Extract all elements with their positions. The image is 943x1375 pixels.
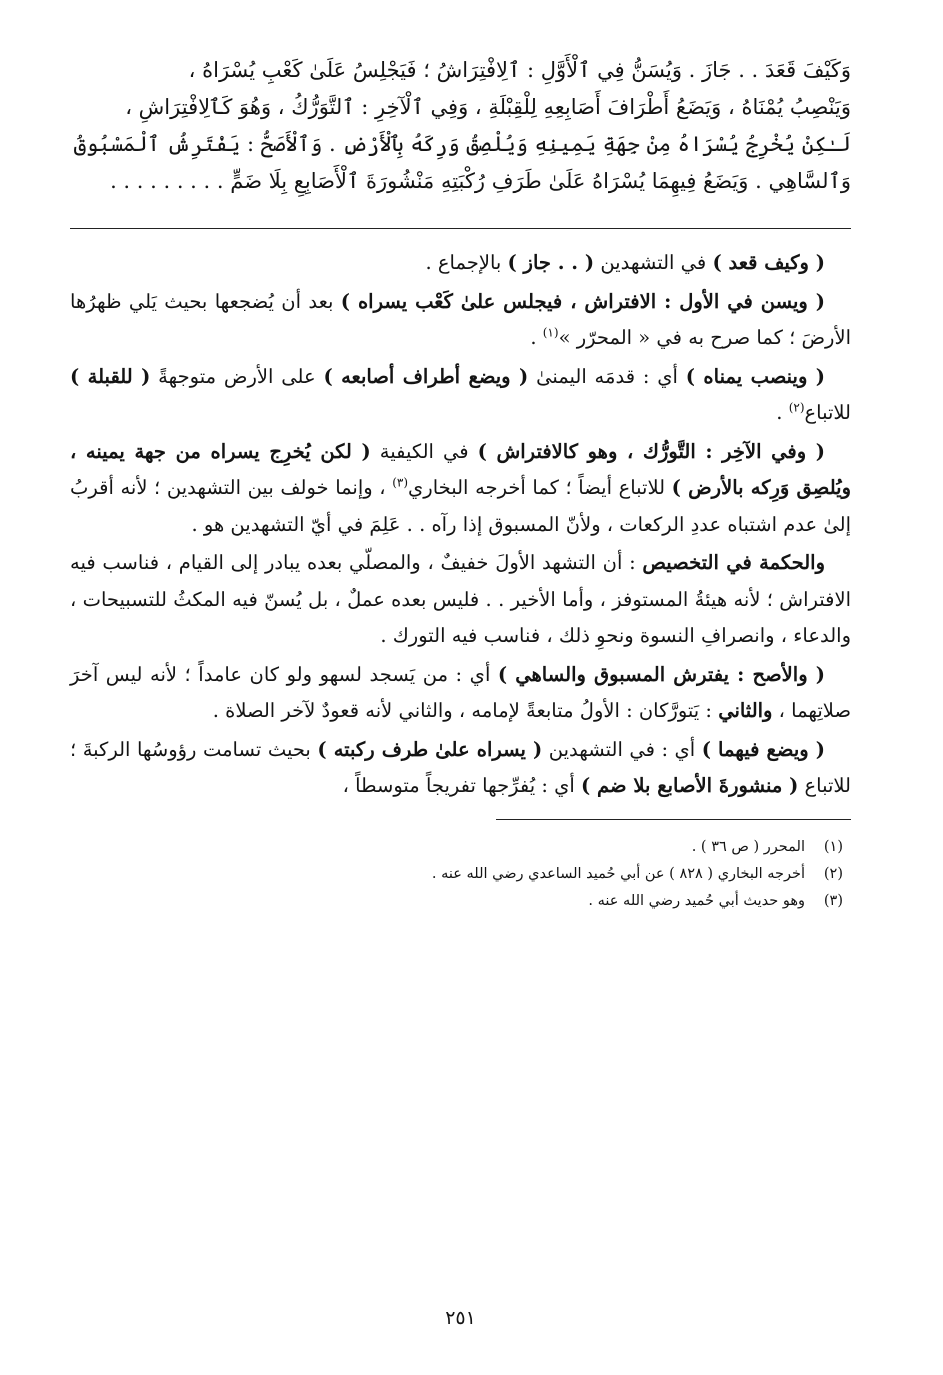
commentary-text: على الأرض متوجهةً [150, 364, 324, 388]
commentary-text: . [776, 401, 789, 424]
commentary-text: أي : في التشهدين [542, 737, 702, 761]
main-text-line: وَٱلسَّاهِي . وَيَضَعُ فِيهِمَا يُسْرَاهُ عَلَىٰ طَرَفِ رُكْبَتِهِ مَنْشُورَةَ ٱلْأَصَابِعِ بِلَا ضَمٍّ . . . . . . . . . [110, 169, 851, 193]
commentary [70, 245, 851, 805]
commentary-paragraph [70, 434, 851, 544]
main-text-line: لَـٰكِنْ يُخْرِجُ يُسْرَاهُ مِنْ جِهَةِ يَمِينِهِ وَيُلْصِقُ وَرِكَهُ بِٱلْأَرْضِ . وَٱلْأَصَحُّ : يَفْتَرِشُ ٱلْمَسْبُوقُ [73, 132, 851, 156]
main-text-divider [70, 228, 851, 229]
quoted-text: والثاني [718, 699, 773, 722]
quoted-text: ( وفي الآخِر : التَّورُّك ، وهو كالافتراش ) [477, 439, 825, 463]
footnote-number: (٣) [823, 892, 843, 909]
commentary-text: : يَتورَّكان : الأولُ متابعةً لإمامه ، والثاني لأنه قعودٌ لآخر الصلاة . [212, 699, 719, 722]
commentary-paragraph [70, 545, 851, 655]
commentary-text: في الكيفية [370, 439, 478, 463]
commentary-paragraph [70, 245, 851, 282]
commentary-text: أي : قدمَه اليمنىٰ [528, 364, 686, 388]
commentary-paragraph [70, 284, 851, 357]
quoted-text: ( وكيف قعد ) [712, 251, 825, 274]
quoted-text: ( ويضع فيهما ) [701, 737, 826, 761]
footnote-text: وهو حديث أبي حُميد رضي الله عنه . [588, 892, 805, 909]
quoted-text: ( وينصب يمناه ) [685, 364, 826, 388]
quoted-text: ( . . جاز ) [507, 251, 595, 274]
quoted-text: ( منشورةَ الأصابع بلا ضم ) [581, 774, 799, 797]
footnote-text: أخرجه البخاري ( ٨٢٨ ) عن أبي حُميد الساعدي رضي الله عنه . [431, 865, 805, 882]
commentary-text: . [530, 326, 543, 349]
commentary-text: بعد أن يُضجعها بحيث يَلي ظهرُها الأرضَ ؛ كما صرح به في « المحرّر » [70, 289, 851, 349]
main-text-line: وَيَنْصِبُ يُمْنَاهُ ، وَيَضَعُ أَطْرَافَ أَصَابِعِهِ لِلْقِبْلَةِ ، وَفِي ٱلْآخِرِ : ٱلتَّوَرُّكُ ، وَهُوَ كَٱلِافْتِرَاشِ ، [125, 95, 851, 119]
book-page [70, 52, 851, 1335]
page-number: ٢٥١ [445, 1307, 476, 1329]
commentary-text: للاتباع [804, 401, 851, 424]
quoted-text: ( يسراه علىٰ طرف ركبته ) [317, 737, 543, 761]
commentary-paragraph [70, 359, 851, 432]
footnote-text: المحرر ( ص ٣٦ ) . [691, 838, 805, 855]
commentary-paragraph [70, 657, 851, 730]
quoted-text: ( للقبلة ) [70, 364, 151, 388]
quoted-text: ( ويضع أطراف أصابعه ) [323, 364, 529, 388]
footnote-ref[interactable]: (٣) [392, 475, 409, 490]
commentary-text: للاتباع أيضاً ؛ كما أخرجه البخاري [408, 476, 672, 499]
commentary-text: في التشهدين [594, 251, 713, 274]
main-text [70, 52, 851, 200]
quoted-text: ( ويسن في الأول : الافتراش ، فيجلس علىٰ كَعْب يسراه ) [340, 289, 826, 313]
footnotes [70, 834, 851, 915]
footnote-ref[interactable]: (١) [542, 325, 559, 340]
footnote-divider [496, 819, 851, 820]
commentary-text: أي : يُفرِّجها تفريجاً متوسطاً ، [342, 774, 582, 797]
footnote-number: (١) [823, 838, 843, 855]
footnote [70, 888, 843, 915]
footnote-number: (٢) [823, 865, 843, 882]
footnote [70, 861, 843, 888]
commentary-paragraph [70, 732, 851, 805]
commentary-text: : أن التشهد الأولَ خفيفٌ ، والمصلّي بعده يبادر إلى القيام ، فناسب فيه الافتراش ؛ لأنه هيئةُ المستوفز ، وأما الأخير . . فليس بعده عملٌ ، بل يُسنّ فيه المكثُ للتسبيحات ، والدعاء ، وانصرافِ النسوة ونحوِ ذلك ، فناسب فيه التورك . [70, 551, 851, 647]
quoted-text: ( والأصح : يفترش المسبوق والساهي ) [497, 662, 825, 686]
commentary-text: بحيث تسامت رؤوسُها الركبةَ ؛ للاتباع [70, 737, 851, 797]
quoted-text: والحكمة في التخصيص [642, 551, 825, 574]
footnote [70, 834, 843, 861]
commentary-text: أي : من يَسجد لسهو ولو كان عامداً ؛ لأنه ليس آخرَ صلاتِهما ، [70, 662, 851, 722]
commentary-text: ، وإنما خولف بين التشهدين ؛ لأنه أقربُ إلىٰ عدم اشتباه عددِ الركعات ، ولأنّ المسبوق إذا رآه . . عَلِمَ في أيّ التشهدين هو . [70, 476, 851, 536]
main-text-line: وَكَيْفَ قَعَدَ . . جَازَ . وَيُسَنُّ فِي ٱلْأَوَّلِ : ٱلِافْتِرَاشُ ؛ فَيَجْلِسُ عَلَىٰ كَعْبِ يُسْرَاهُ ، [188, 58, 851, 82]
commentary-text: بالإجماع . [425, 251, 508, 274]
quoted-text: ( لكن يُخرِج يسراه من جهة يمينه ، ويُلصِق وَرِكه بالأرض ) [70, 439, 851, 499]
footnote-ref[interactable]: (٢) [788, 400, 805, 415]
